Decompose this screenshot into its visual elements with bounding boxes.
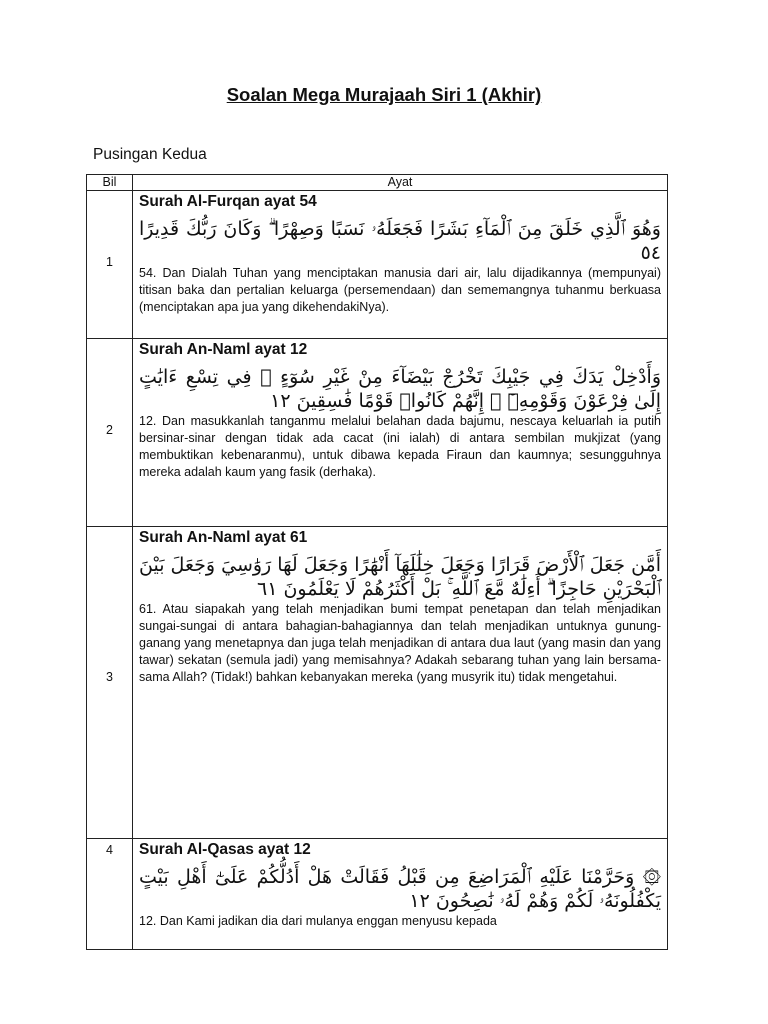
verse-translation: 61. Atau siapakah yang telah menjadikan bumi tempat penetapan dan telah menjadikan sungai-sungai di antara bahagian-bahagiannya dan telah menjadikan untuknya gunung-ganang yang menetapnya dan juga telah menjadikan di antara dua laut (yang masin dan yang tawar) sekatan (semula jadi) yang memisahnya? Adakah sebarang tuhan yang lain bersama-sama Allah? (Tidak!) bahkan kebanyakan mereka (yang musyrik itu) tidak mengetahui. [139,602,661,684]
row-number: 1 [106,255,113,269]
row-number-cell [87,527,133,839]
table-row [87,839,668,950]
row-number-cell [87,339,133,527]
ayat-cell [133,191,668,339]
table-row [87,191,668,339]
surah-title: Surah Al-Qasas ayat 12 [139,841,311,858]
verse-translation: 54. Dan Dialah Tuhan yang menciptakan manusia dari air, lalu dijadikannya (mempunyai) titisan baka dan pertalian keluarga (persemendaan) dan sememangnya tuhanmu berkuasa (menciptakan apa jua yang dikehendakiNya). [139,266,661,314]
surah-title: Surah An-Naml ayat 12 [139,341,308,358]
header-ayat: Ayat [133,175,668,191]
row-number: 4 [106,843,113,857]
document-title: Soalan Mega Murajaah Siri 1 (Akhir) [226,84,542,105]
verse-translation: 12. Dan Kami jadikan dia dari mulanya enggan menyusu kepada [139,914,497,928]
surah-title: Surah Al-Furqan ayat 54 [139,193,317,210]
section-heading: Pusingan Kedua [93,146,207,163]
table-header-row [87,175,668,191]
ayat-cell [133,339,668,527]
arabic-verse: وَهُوَ ٱلَّذِي خَلَقَ مِنَ ٱلْمَآءِ بَشَرًا فَجَعَلَهُۥ نَسَبًا وَصِهْرًا ۗ وَكَانَ رَبُّكَ قَدِيرًا ٥٤ [139,218,661,264]
arabic-verse: ۞ وَحَرَّمْنَا عَلَيْهِ ٱلْمَرَاضِعَ مِن قَبْلُ فَقَالَتْ هَلْ أَدُلُّكُمْ عَلَىٰٓ أَهْلِ بَيْتٍ يَكْفُلُونَهُۥ لَكُمْ وَهُمْ لَهُۥ نَٰصِحُونَ ١٢ [139,866,661,912]
row-number-cell [87,191,133,339]
arabic-verse: أَمَّن جَعَلَ ٱلْأَرْضَ قَرَارًا وَجَعَلَ خِلَٰلَهَآ أَنْهَٰرًا وَجَعَلَ لَهَا رَوَٰسِيَ وَجَعَلَ بَيْنَ ٱلْبَحْرَيْنِ حَاجِزًا ۗ أَءِلَٰهٌ مَّعَ ٱللَّهِ ۚ بَلْ أَكْثَرُهُمْ لَا يَعْلَمُونَ ٦١ [139,554,661,600]
table-row [87,339,668,527]
ayat-cell [133,527,668,839]
surah-title: Surah An-Naml ayat 61 [139,529,308,546]
table-row [87,527,668,839]
arabic-verse: وَأَدْخِلْ يَدَكَ فِي جَيْبِكَ تَخْرُجْ بَيْضَآءَ مِنْ غَيْرِ سُوٓءٍ ۖ فِي تِسْعِ ءَايَٰتٍ إِلَىٰ فِرْعَوْنَ وَقَوْمِهِۦٓ ۚ إِنَّهُمْ كَانُوا۟ قَوْمًا فَٰسِقِينَ ١٢ [139,366,661,412]
ayat-cell [133,839,668,950]
row-number-cell [87,839,133,950]
row-number: 3 [106,670,113,684]
ayat-table [86,174,668,950]
row-number: 2 [106,423,113,437]
header-bil: Bil [87,175,133,191]
verse-translation: 12. Dan masukkanlah tanganmu melalui belahan dada bajumu, nescaya keluarlah ia putih bersinar-sinar dengan tidak ada cacat (ini ialah) di antara sembilan mukjizat (yang membuktikan kebenaranmu), untuk dibawa kepada Firaun dan kaumnya; sesungguhnya mereka adalah kaum yang fasik (derhaka). [139,414,661,479]
